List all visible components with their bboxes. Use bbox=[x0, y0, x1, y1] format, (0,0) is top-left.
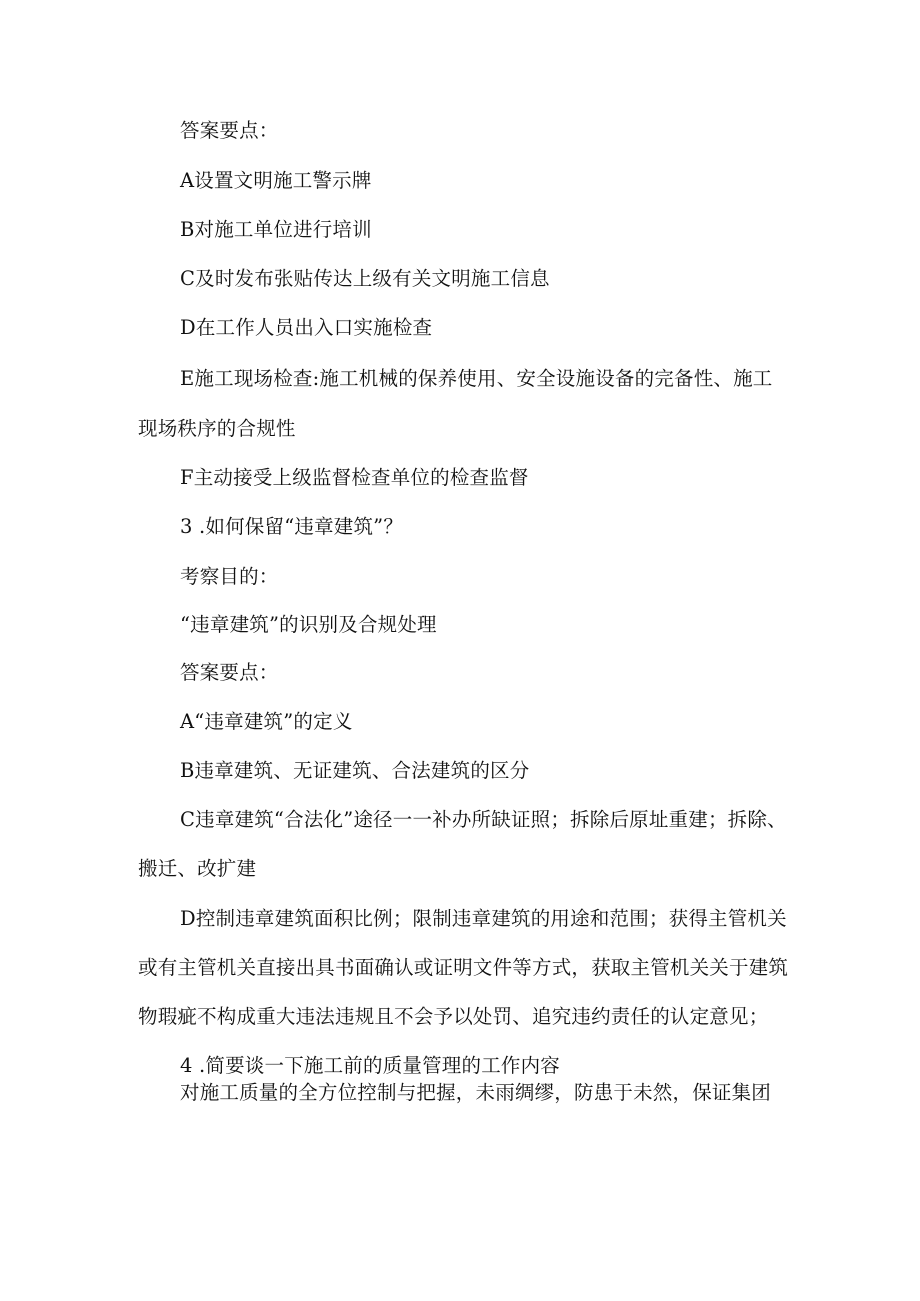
question-3: 3 .如何保留“违章建筑”？ bbox=[180, 515, 404, 538]
answer-item-a-1: A设置文明施工警示牌 bbox=[180, 169, 372, 192]
answer-item-c-2: C违章建筑“合法化”途径一一补办所缺证照；拆除后原址重建；拆除、 bbox=[180, 808, 787, 831]
answer-item-c-1: C及时发布张贴传达上级有关文明施工信息 bbox=[180, 267, 550, 290]
answer-item-e-1-continuation: 现场秩序的合规性 bbox=[138, 417, 296, 440]
answer-item-b-2: B违章建筑、无证建筑、合法建筑的区分 bbox=[180, 759, 530, 782]
question-4: 4 .简要谈一下施工前的质量管理的工作内容 bbox=[180, 1054, 561, 1077]
answer-item-c-2-continuation: 搬迁、改扩建 bbox=[138, 857, 257, 880]
purpose-heading: 考察目的： bbox=[180, 565, 279, 588]
answer-item-d-2: D控制违章建筑面积比例；限制违章建筑的用途和范围；获得主管机关 bbox=[180, 907, 787, 930]
answer-item-a-2: A“违章建筑”的定义 bbox=[180, 710, 353, 733]
answer-item-d-1: D在工作人员出入口实施检查 bbox=[180, 316, 433, 339]
answer-item-d-2-continuation-2: 物瑕疵不构成重大违法违规且不会予以处罚、追究违约责任的认定意见； bbox=[138, 1005, 769, 1028]
answer-points-heading-2: 答案要点： bbox=[180, 661, 279, 684]
question-4-text: 对施工质量的全方位控制与把握，未雨绸缪，防患于未然，保证集团 bbox=[180, 1081, 772, 1104]
answer-points-heading-1: 答案要点： bbox=[180, 119, 279, 142]
answer-item-b-1: B对施工单位进行培训 bbox=[180, 218, 372, 241]
answer-item-e-1: E施工现场检查:施工机械的保养使用、安全设施设备的完备性、施工 bbox=[180, 367, 773, 390]
purpose-text: “违章建筑”的识别及合规处理 bbox=[180, 613, 437, 636]
answer-item-d-2-continuation-1: 或有主管机关直接出具书面确认或证明文件等方式，获取主管机关关于建筑 bbox=[138, 956, 789, 979]
answer-item-f-1: F主动接受上级监督检查单位的检查监督 bbox=[180, 466, 529, 489]
